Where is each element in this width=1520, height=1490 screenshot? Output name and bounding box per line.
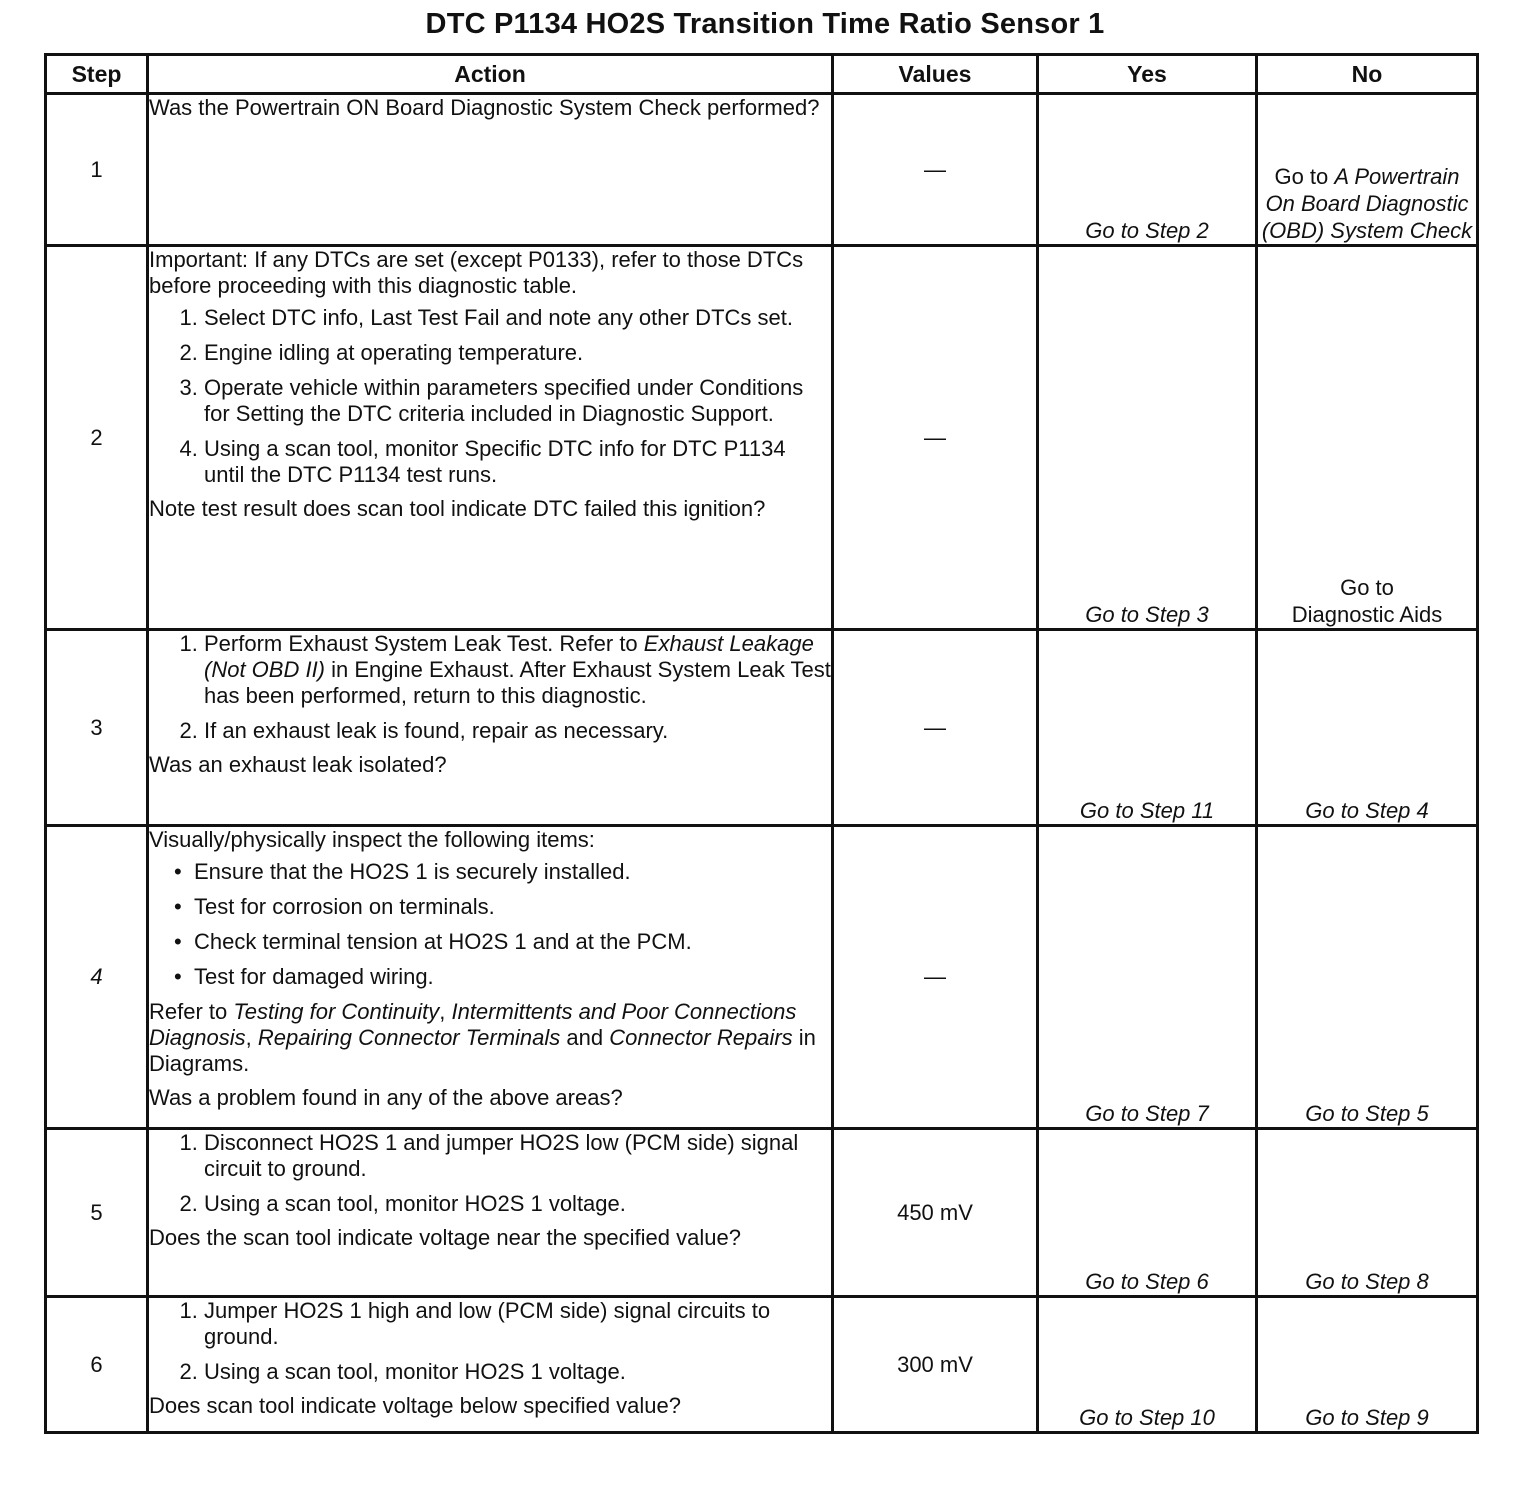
list-item: 1. Select DTC info, Last Test Fail and note any other DTCs set. [204,305,831,331]
no-cell[interactable]: Go to Step 9 [1257,1297,1478,1433]
action-steps [149,1130,831,1217]
header-yes: Yes [1038,55,1257,94]
step-number: 3 [46,630,148,826]
header-action: Action [148,55,833,94]
header-step: Step [46,55,148,94]
action-cell [148,1129,833,1297]
table-row [46,630,1478,826]
action-question: Was an exhaust leak isolated? [149,752,447,777]
action-cell [148,630,833,826]
no-line-2[interactable]: Diagnostic Aids [1291,602,1443,627]
list-item: 2. Using a scan tool, monitor HO2S 1 voltage. [204,1359,831,1385]
yes-cell[interactable]: Go to Step 6 [1038,1129,1257,1297]
action-steps [149,305,831,488]
action-reference [149,999,831,1077]
ref-text: in Diagrams. [149,1025,816,1076]
diagnostic-table [44,53,1479,1434]
step-number: 2 [46,246,148,630]
action-question: Does scan tool indicate voltage below specified value? [149,1393,681,1418]
value-cell: — [833,246,1038,630]
value-cell: — [833,630,1038,826]
no-cell[interactable]: Go to Step 4 [1257,630,1478,826]
page-title: DTC P1134 HO2S Transition Time Ratio Sensor 1 [425,8,1105,40]
action-cell [148,826,833,1129]
list-item: 2. Using a scan tool, monitor HO2S 1 voltage. [204,1191,831,1217]
action-steps [149,631,831,744]
yes-cell[interactable]: Go to Step 11 [1038,630,1257,826]
list-item: 1. Disconnect HO2S 1 and jumper HO2S low (PCM side) signal circuit to ground. [204,1130,831,1182]
list-item: 4. Using a scan tool, monitor Specific DTC info for DTC P1134 until the DTC P1134 test runs. [204,436,831,488]
value-cell: — [833,826,1038,1129]
no-prefix: Go to [1274,164,1335,189]
inspection-list [149,859,831,990]
list-item: 2. Engine idling at operating temperature. [204,340,831,366]
reference-link[interactable]: Repairing Connector Terminals [257,1025,561,1050]
step-number: 6 [46,1297,148,1433]
no-cell[interactable] [1257,246,1478,630]
reference-link[interactable]: Exhaust Leakage (Not OBD II) [204,631,814,682]
no-cell[interactable]: Go to Step 5 [1257,826,1478,1129]
list-item: 3. Operate vehicle within parameters specified under Conditions for Setting the DTC criteria included in Diagnostic Support. [204,375,831,427]
ref-text: Refer to [149,999,234,1024]
ref-text: , [439,999,452,1024]
no-cell[interactable] [1257,94,1478,246]
list-item: • Ensure that the HO2S 1 is securely installed. [194,859,831,885]
item-text: in Engine Exhaust. After Exhaust System Leak Test has been performed, return to this diagnostic. [204,657,831,708]
yes-cell[interactable]: Go to Step 10 [1038,1297,1257,1433]
no-link[interactable]: A Powertrain On Board Diagnostic (OBD) System Check [1261,164,1473,243]
list-item: • Test for corrosion on terminals. [194,894,831,920]
yes-cell[interactable]: Go to Step 7 [1038,826,1257,1129]
step-number: 4 [46,826,148,1129]
no-cell[interactable]: Go to Step 8 [1257,1129,1478,1297]
value-cell: — [833,94,1038,246]
table-row [46,1129,1478,1297]
action-cell [148,1297,833,1433]
action-cell [148,94,833,246]
header-no: No [1257,55,1478,94]
action-question: Was a problem found in any of the above areas? [149,1085,623,1110]
table-row [46,246,1478,630]
action-question: Does the scan tool indicate voltage near the specified value? [149,1225,741,1250]
step-number: 1 [46,94,148,246]
no-line-1: Go to [1340,575,1394,600]
ref-text: and [560,1025,610,1050]
list-item: • Check terminal tension at HO2S 1 and at the PCM. [194,929,831,955]
reference-link[interactable]: Testing for Continuity [233,999,440,1024]
value-cell: 300 mV [833,1297,1038,1433]
header-values: Values [833,55,1038,94]
value-cell: 450 mV [833,1129,1038,1297]
step-number: 5 [46,1129,148,1297]
list-item: 1. Jumper HO2S 1 high and low (PCM side) signal circuits to ground. [204,1298,831,1350]
list-item: • Test for damaged wiring. [194,964,831,990]
reference-link[interactable]: Intermittents and Poor Connections Diagnosis [149,999,797,1050]
action-cell [148,246,833,630]
yes-cell[interactable]: Go to Step 2 [1038,94,1257,246]
table-row [46,826,1478,1129]
action-intro: Important: If any DTCs are set (except P0133), refer to those DTCs before proceeding with this diagnostic table. [149,247,804,298]
reference-link[interactable]: Connector Repairs [609,1025,793,1050]
list-item [204,631,831,709]
yes-cell[interactable]: Go to Step 3 [1038,246,1257,630]
action-steps [149,1298,831,1385]
action-intro: Visually/physically inspect the following items: [149,827,595,852]
list-item: 2. If an exhaust leak is found, repair as necessary. [204,718,831,744]
table-row [46,94,1478,246]
item-text: Perform Exhaust System Leak Test. Refer to [204,631,644,656]
table-row [46,1297,1478,1433]
table-header-row [46,55,1478,94]
ref-text: , [245,1025,258,1050]
action-question: Was the Powertrain ON Board Diagnostic System Check performed? [149,95,820,120]
action-question: Note test result does scan tool indicate DTC failed this ignition? [149,496,766,521]
